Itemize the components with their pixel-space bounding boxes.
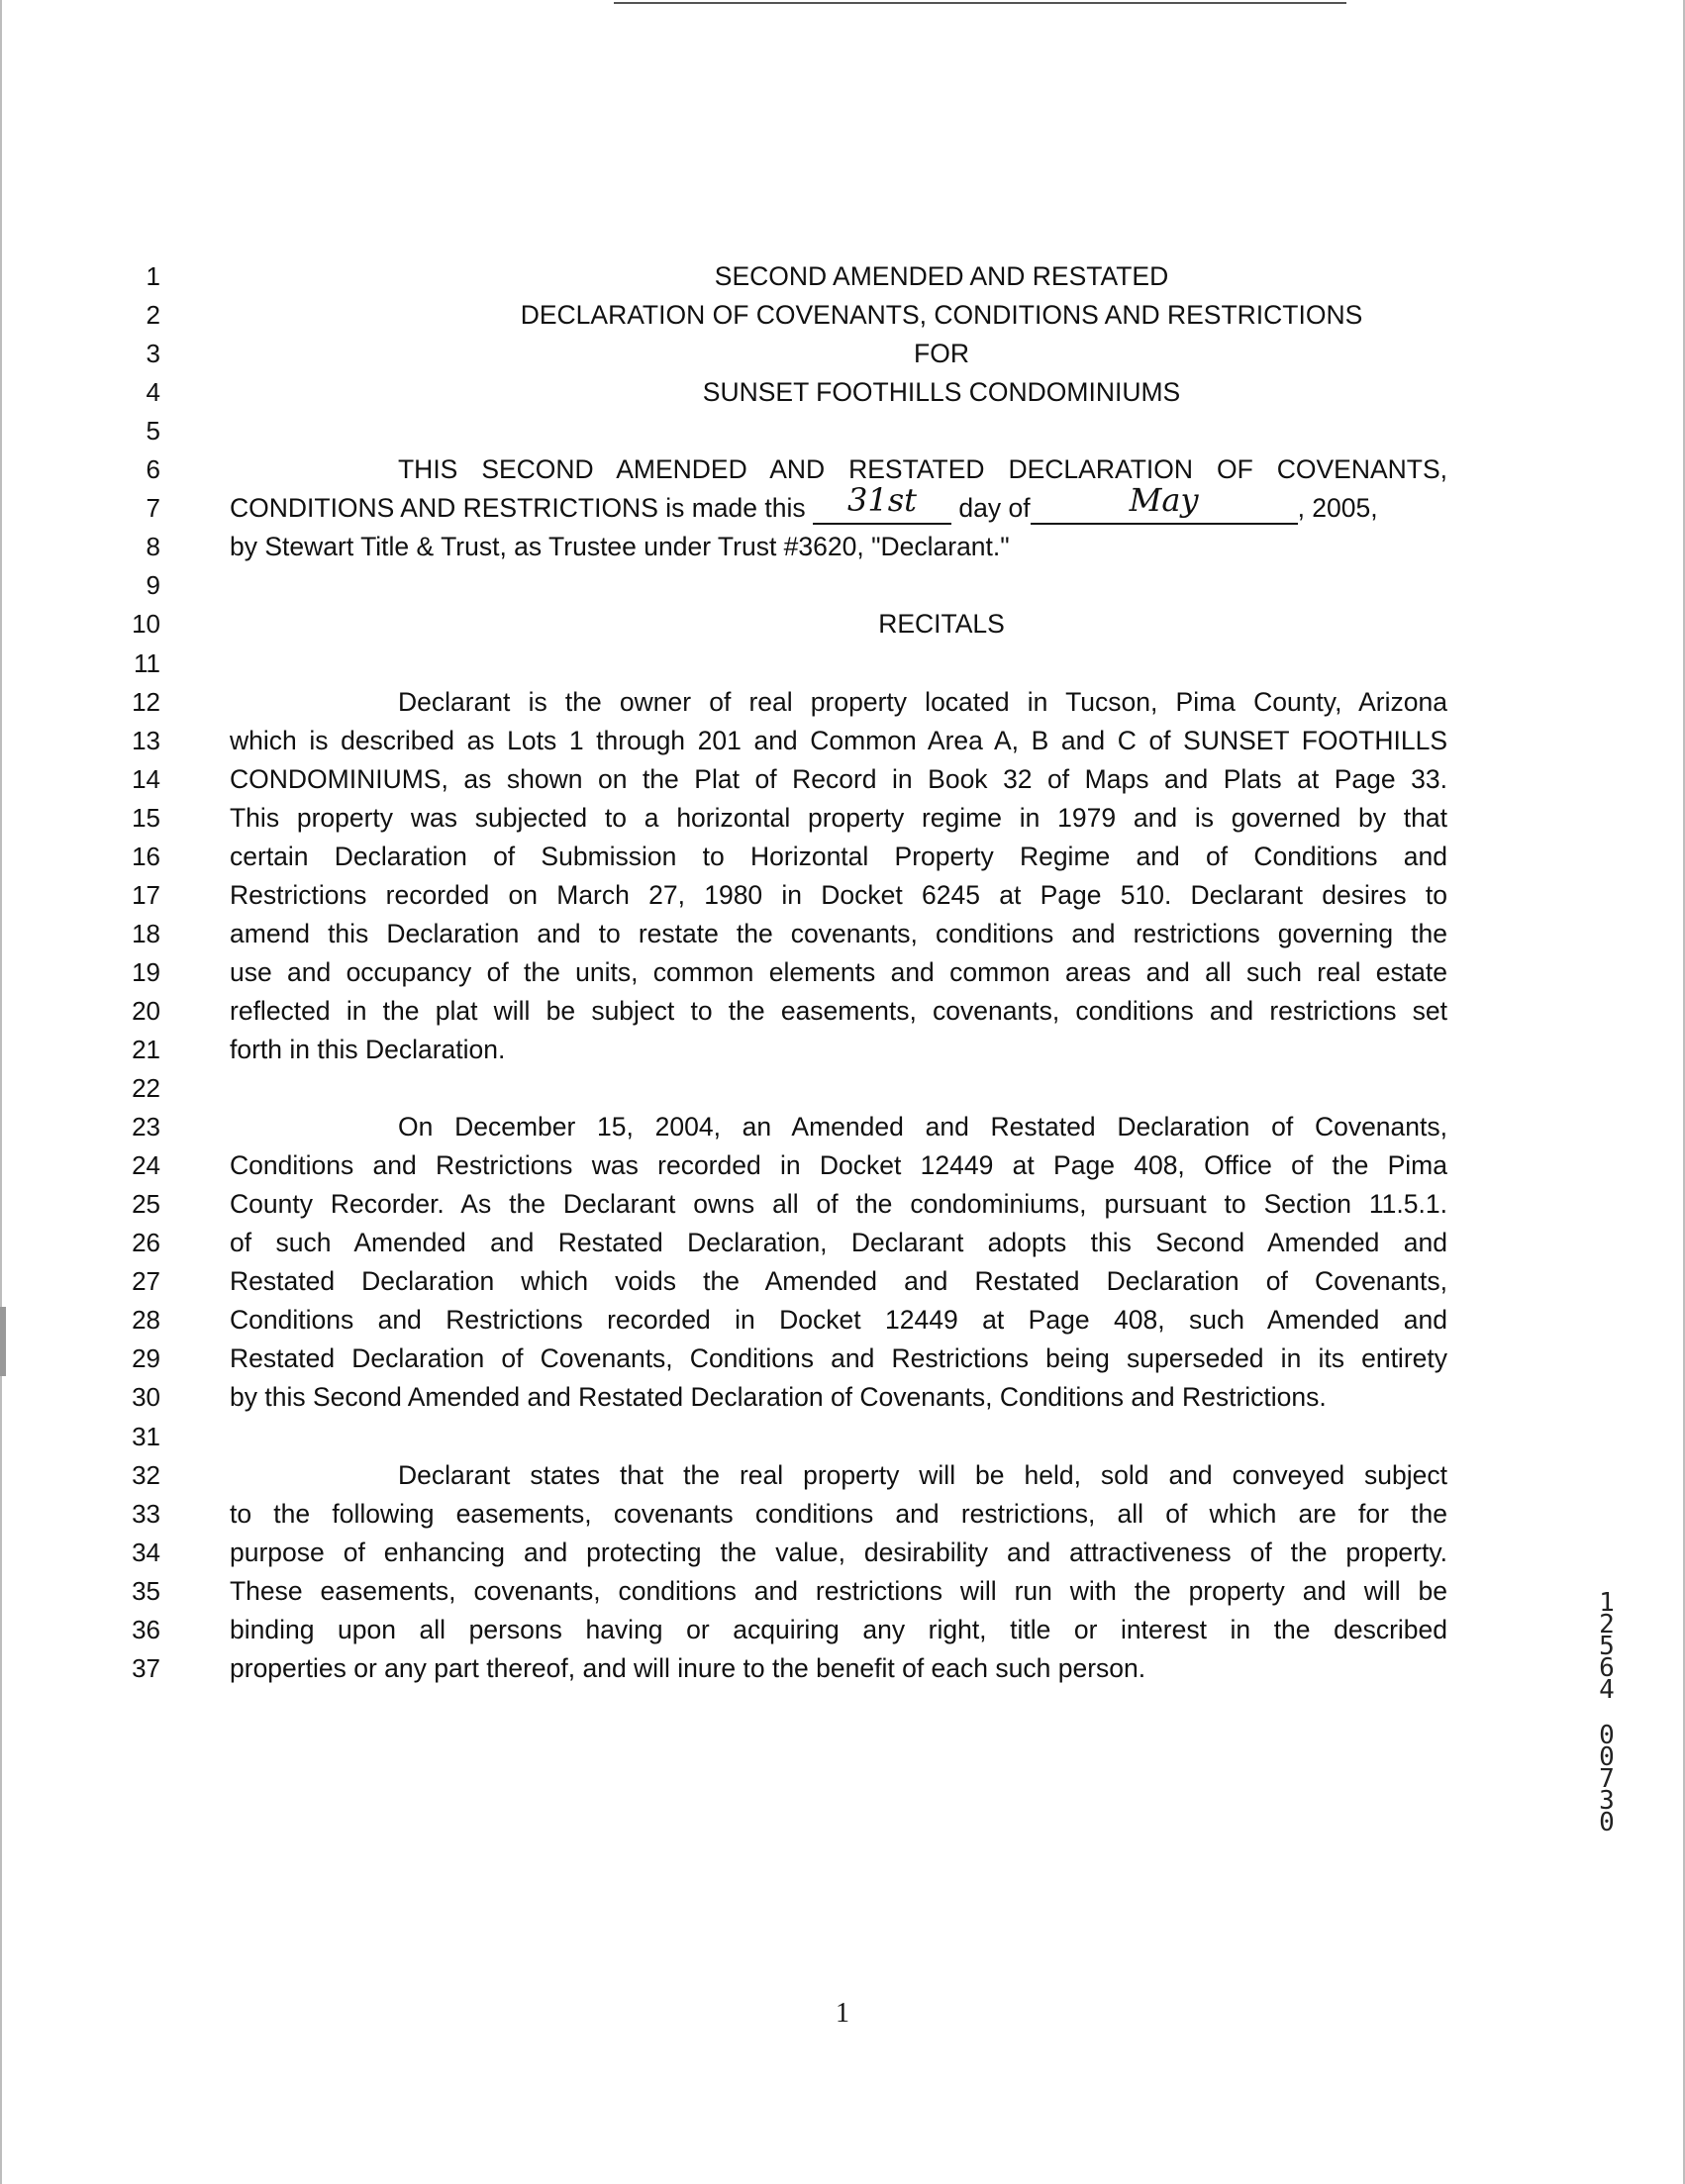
line-text: Declarant is the owner of real property located in Tucson, Pima County, Arizona — [398, 686, 1447, 717]
line-number: 35 — [132, 1575, 160, 1606]
line-text: On December 15, 2004, an Amended and Restated Declaration of Covenants, — [398, 1112, 1447, 1142]
line-number: 16 — [132, 841, 160, 871]
document-line — [0, 683, 1685, 722]
document-line — [0, 645, 1685, 683]
line-text: to the following easements, covenants conditions and restrictions, all of which are for the — [230, 1498, 1447, 1529]
line-number: 6 — [146, 454, 160, 485]
line-number: 2 — [146, 300, 160, 331]
line-number: 13 — [132, 725, 160, 755]
document-line — [0, 876, 1685, 915]
line-number: 36 — [132, 1614, 160, 1644]
document-line — [0, 838, 1685, 876]
document-line — [0, 450, 1685, 489]
line-text: properties or any part thereof, and will inure to the benefit of each such person. — [230, 1652, 1146, 1683]
line-text: amend this Declaration and to restate the covenants, conditions and restrictions governing the — [230, 918, 1447, 948]
line-number: 33 — [132, 1498, 160, 1529]
document-line — [0, 257, 1685, 296]
document-line — [0, 605, 1685, 644]
intro-text: day of — [958, 493, 1031, 524]
line-text: Conditions and Restrictions was recorded in Docket 12449 at Page 408, Office of the Pima — [230, 1150, 1447, 1181]
document-line — [0, 992, 1685, 1031]
line-number: 5 — [146, 416, 160, 447]
document-line — [0, 1069, 1685, 1108]
stamp-digit: 0 — [1599, 1742, 1615, 1772]
document-line — [0, 799, 1685, 838]
stamp-digit: 3 — [1599, 1786, 1615, 1816]
line-number: 3 — [146, 339, 160, 369]
line-text: Declarant states that the real property will be held, sold and conveyed subject — [398, 1459, 1447, 1490]
line-number: 19 — [132, 956, 160, 987]
document-line — [0, 335, 1685, 373]
line-number: 28 — [132, 1305, 160, 1336]
document-line — [0, 1108, 1685, 1146]
document-line — [0, 1572, 1685, 1611]
line-number: 15 — [132, 802, 160, 833]
document-line — [0, 1262, 1685, 1301]
line-text: by this Second Amended and Restated Declaration of Covenants, Conditions and Restrictions. — [230, 1382, 1327, 1413]
document-line — [0, 373, 1685, 412]
document-line — [0, 953, 1685, 992]
intro-text: CONDITIONS AND RESTRICTIONS is made this — [230, 493, 806, 524]
line-text: binding upon all persons having or acquiring any right, title or interest in the described — [230, 1614, 1447, 1644]
line-number: 8 — [146, 532, 160, 562]
document-line — [0, 566, 1685, 605]
line-text: These easements, covenants, conditions and restrictions will run with the property and will be — [230, 1575, 1447, 1606]
line-number: 23 — [132, 1112, 160, 1142]
line-number: 27 — [132, 1266, 160, 1297]
line-number: 37 — [132, 1652, 160, 1683]
document-line — [0, 1224, 1685, 1262]
document-line — [0, 1649, 1685, 1688]
section-heading: RECITALS — [878, 609, 1005, 640]
line-text: Restated Declaration of Covenants, Conditions and Restrictions being superseded in its entirety — [230, 1343, 1447, 1374]
line-number: 24 — [132, 1150, 160, 1181]
line-number: 4 — [146, 377, 160, 408]
line-text: by Stewart Title & Trust, as Trustee under Trust #3620, "Declarant." — [230, 532, 1010, 562]
document-line — [0, 528, 1685, 566]
stamp-digit: 7 — [1599, 1764, 1615, 1794]
line-text: reflected in the plat will be subject to the easements, covenants, conditions and restrictions set — [230, 995, 1447, 1026]
line-number: 11 — [134, 647, 160, 678]
date-blank — [813, 481, 951, 525]
line-text: forth in this Declaration. — [230, 1035, 506, 1064]
handwritten-date: 31st — [847, 481, 917, 520]
document-line — [0, 722, 1685, 760]
stamp-digit: 0 — [1599, 1808, 1615, 1837]
line-number: 22 — [132, 1073, 160, 1104]
document-line — [0, 1418, 1685, 1456]
page-number: 1 — [836, 1998, 849, 2029]
stamp-digit: 4 — [1599, 1675, 1615, 1705]
document-line — [0, 1611, 1685, 1649]
line-text: purpose of enhancing and protecting the value, desirability and attractiveness of the property. — [230, 1537, 1447, 1567]
line-text: certain Declaration of Submission to Horizontal Property Regime and of Conditions and — [230, 841, 1447, 871]
line-text: THIS SECOND AMENDED AND RESTATED DECLARATION OF COVENANTS, — [398, 454, 1447, 485]
document-title-line: SECOND AMENDED AND RESTATED — [714, 261, 1169, 291]
line-number: 17 — [132, 879, 160, 910]
line-text — [230, 481, 1447, 528]
document-title-line: SUNSET FOOTHILLS CONDOMINIUMS — [702, 377, 1181, 408]
line-number: 12 — [132, 686, 160, 717]
line-text: of such Amended and Restated Declaration, Declarant adopts this Second Amended and — [230, 1228, 1447, 1258]
line-text: Restrictions recorded on March 27, 1980 in Docket 6245 at Page 510. Declarant desires to — [230, 879, 1447, 910]
intro-text: , 2005, — [1297, 493, 1378, 524]
document-line — [0, 760, 1685, 799]
line-text: Conditions and Restrictions recorded in Docket 12449 at Page 408, such Amended and — [230, 1305, 1447, 1336]
line-text: Restated Declaration which voids the Amended and Restated Declaration of Covenants, — [230, 1266, 1447, 1297]
document-line — [0, 296, 1685, 335]
stamp-digit: 6 — [1599, 1653, 1615, 1683]
line-number: 18 — [132, 918, 160, 948]
stamp-digit: 1 — [1599, 1588, 1615, 1618]
line-number: 31 — [132, 1421, 160, 1451]
line-number: 29 — [132, 1343, 160, 1374]
month-blank — [1031, 481, 1298, 525]
document-line — [0, 1301, 1685, 1340]
line-number: 20 — [132, 995, 160, 1026]
stamp-digit: 2 — [1599, 1610, 1615, 1639]
line-number: 26 — [132, 1228, 160, 1258]
line-number: 21 — [132, 1035, 160, 1064]
document-title-line: FOR — [914, 339, 969, 369]
document-line — [0, 915, 1685, 953]
handwritten-month: May — [1129, 481, 1199, 520]
line-text: This property was subjected to a horizontal property regime in 1979 and is governed by that — [230, 802, 1447, 833]
line-text: which is described as Lots 1 through 201 and Common Area A, B and C of SUNSET FOOTHILLS — [230, 725, 1447, 755]
document-line — [0, 1031, 1685, 1069]
line-number: 1 — [146, 261, 160, 291]
document-line — [0, 1495, 1685, 1534]
line-number: 32 — [132, 1459, 160, 1490]
line-number: 9 — [146, 570, 160, 601]
line-number: 10 — [132, 609, 160, 640]
document-line — [0, 1185, 1685, 1224]
line-text: County Recorder. As the Declarant owns all of the condominiums, pursuant to Section 11.5.1. — [230, 1189, 1447, 1220]
line-number: 14 — [132, 763, 160, 794]
line-number: 25 — [132, 1189, 160, 1220]
document-line — [0, 1146, 1685, 1185]
line-text: CONDOMINIUMS, as shown on the Plat of Record in Book 32 of Maps and Plats at Page 33. — [230, 763, 1447, 794]
document-line — [0, 412, 1685, 450]
line-number: 30 — [132, 1382, 160, 1413]
recording-stamp — [1592, 1588, 1622, 1837]
line-number: 7 — [146, 493, 160, 524]
line-text: use and occupancy of the units, common elements and common areas and all such real estate — [230, 956, 1447, 987]
document-title-line: DECLARATION OF COVENANTS, CONDITIONS AND RESTRICTIONS — [520, 300, 1363, 331]
document-line — [0, 1456, 1685, 1495]
document-line — [0, 1534, 1685, 1572]
document-line — [0, 1340, 1685, 1378]
stamp-digit: 5 — [1599, 1632, 1615, 1661]
top-scan-rule — [614, 2, 1346, 4]
document-line — [0, 481, 1685, 528]
stamp-digit: 0 — [1599, 1721, 1615, 1750]
line-number: 34 — [132, 1537, 160, 1567]
document-line — [0, 1378, 1685, 1417]
